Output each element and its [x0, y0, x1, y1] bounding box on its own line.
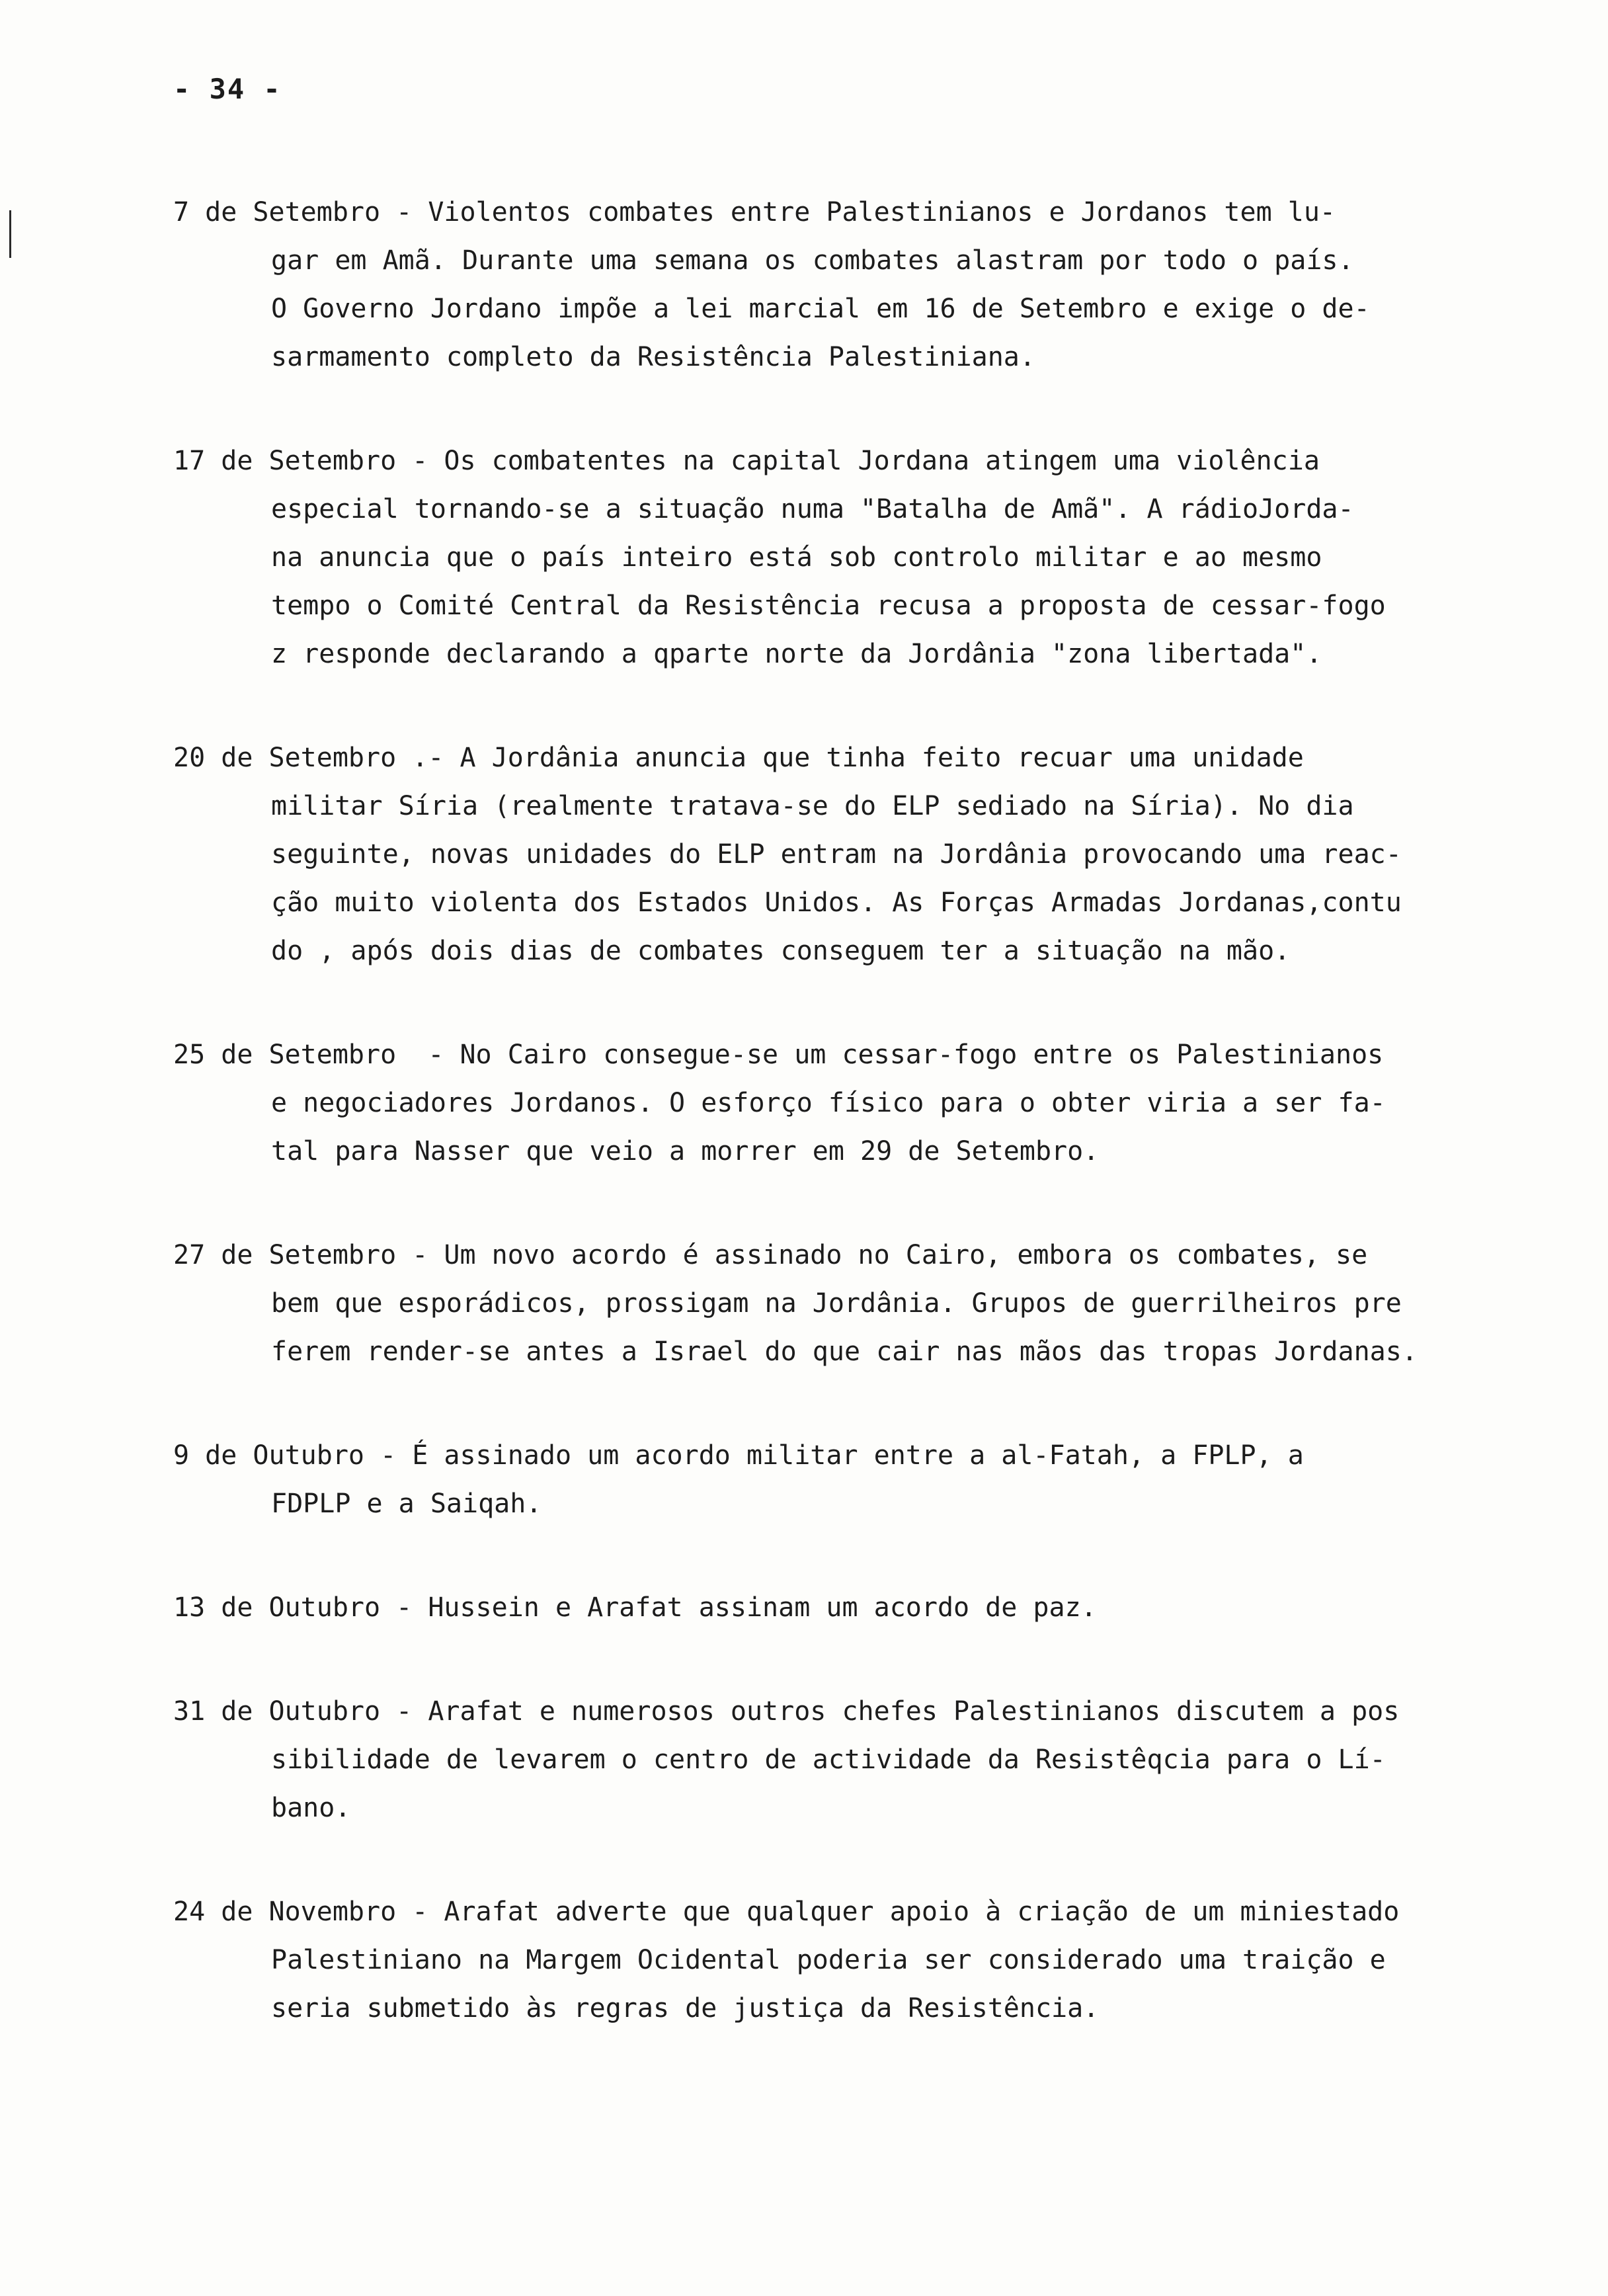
entry-continuation: especial tornando-se a situação numa "Batalha de Amã". A rádioJorda- na anuncia que o país inteiro está sob controlo militar e ao mesmo tempo o Comité Central da Resistência recusa a proposta de cessar-fogo z responde declarando a qparte norte da Jordânia "zona libertada". — [271, 494, 1386, 669]
entry-first-line: 7 de Setembro - Violentos combates entre Palestinianos e Jordanos tem lu- — [173, 197, 1336, 227]
entry-continuation: e negociadores Jordanos. O esforço físico para o obter viria a ser fa- tal para Nasser que veio a morrer em 29 de Setembro. — [271, 1088, 1386, 1167]
chronology-entry — [173, 437, 1443, 678]
entry-first-line: 20 de Setembro .- A Jordânia anuncia que tinha feito recuar uma unidade — [173, 743, 1304, 773]
entry-continuation: militar Síria (realmente tratava-se do ELP sediado na Síria). No dia seguinte, novas unidades do ELP entram na Jordânia provocando uma reac- ção muito violenta dos Estados Unidos. As Forças Armadas Jordanas,contu do , após dois dias de combates conseguem ter a situação na mão. — [271, 791, 1402, 966]
chronology-entry — [173, 1688, 1443, 1832]
entry-first-line: 31 de Outubro - Arafat e numerosos outros chefes Palestinianos discutem a pos — [173, 1696, 1400, 1727]
entry-first-line: 25 de Setembro - No Cairo consegue-se um cessar-fogo entre os Palestinianos — [173, 1040, 1384, 1070]
entry-continuation: sibilidade de levarem o centro de actividade da Resistêqcia para o Lí- bano. — [271, 1744, 1386, 1823]
chronology-entries — [173, 188, 1443, 2033]
chronology-entry — [173, 188, 1443, 382]
entry-first-line: 9 de Outubro - É assinado um acordo militar entre a al-Fatah, a FPLP, a — [173, 1440, 1304, 1471]
entry-first-line: 24 de Novembro - Arafat adverte que qualquer apoio à criação de um miniestado — [173, 1897, 1400, 1927]
chronology-entry — [173, 1231, 1443, 1376]
page-number: - 34 - — [173, 73, 282, 105]
chronology-entry — [173, 1888, 1443, 2033]
entry-continuation: bem que esporádicos, prossigam na Jordânia. Grupos de guerrilheiros pre ferem render-se antes a Israel do que cair nas mãos das tropas Jordanas. — [271, 1288, 1418, 1367]
chronology-entry — [173, 1031, 1443, 1176]
entry-continuation: FDPLP e a Saiqah. — [271, 1489, 542, 1519]
entry-continuation: gar em Amã. Durante uma semana os combates alastram por todo o país. O Governo Jordano impõe a lei marcial em 16 de Setembro e exige o de- sarmamento completo da Resistência Palestiniana. — [271, 245, 1370, 372]
chronology-entry — [173, 1432, 1443, 1528]
entry-continuation: Palestiniano na Margem Ocidental poderia ser considerado uma traição e seria submetido às regras de justiça da Resistência. — [271, 1945, 1386, 2024]
entry-first-line: 13 de Outubro - Hussein e Arafat assinam um acordo de paz. — [173, 1592, 1097, 1623]
entry-first-line: 17 de Setembro - Os combatentes na capital Jordana atingem uma violência — [173, 446, 1320, 476]
margin-mark — [9, 210, 11, 258]
entry-first-line: 27 de Setembro - Um novo acordo é assinado no Cairo, embora os combates, se — [173, 1240, 1368, 1270]
chronology-entry — [173, 1584, 1443, 1632]
chronology-entry — [173, 734, 1443, 975]
